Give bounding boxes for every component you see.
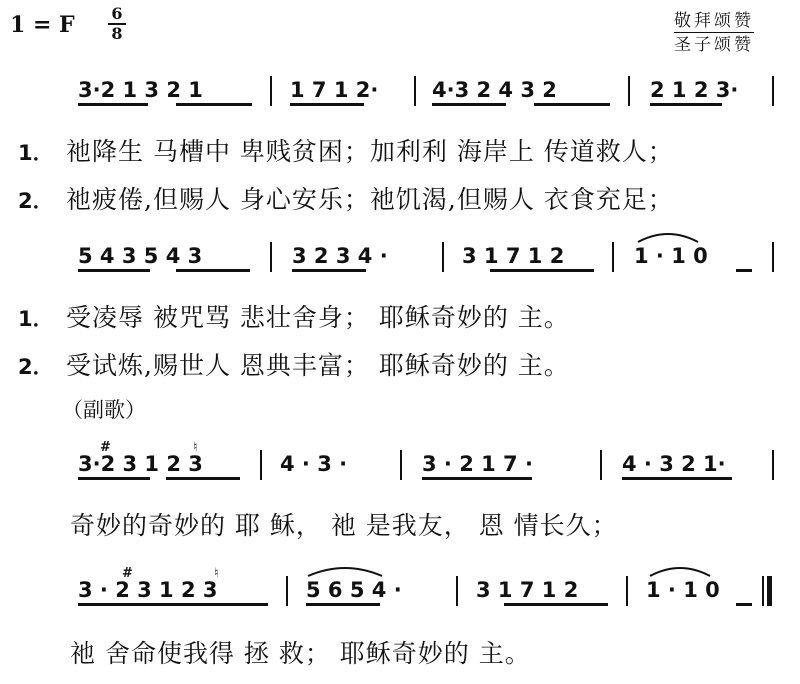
beam [78,269,150,272]
beam [176,269,250,272]
measure-2: 5 6 5 4 · [306,578,402,602]
barline [442,242,444,272]
measure-3: 3 1 7 1 2 [476,578,579,602]
beam [290,103,364,106]
measure-2: 4 · 3 · [280,452,348,476]
barline [772,76,774,106]
barline [286,576,288,606]
natural-sign: ♮ [193,440,198,455]
chorus-label: （副歌） [62,398,146,422]
natural-sign: ♮ [214,566,219,581]
measure-1: 3·2 3 1 2 3 [78,452,203,476]
slur-arc [306,562,384,578]
barline [772,450,774,480]
beam [78,477,150,480]
measure-4: 1 · 1 0 [634,244,708,268]
measure-2: 1 7 1 2· [290,78,379,102]
verse-number-2: 2． [18,189,54,213]
beam [78,603,268,606]
beam [534,103,610,106]
verse-number-2: 2． [18,355,54,379]
barline [612,242,614,272]
barline [456,576,458,606]
lyric-line-chorus-2: 祂 舍命使我得 拯 救； 耶稣奇妙的 主。 [70,639,531,668]
meter-denominator: 8 [111,24,123,43]
measure-4: 1 · 1 0 [646,578,720,602]
measure-4: 2 1 2 3· [650,78,739,102]
meter-numerator: 6 [111,4,123,23]
measure-3: 3 · 2 1 7 · [422,452,533,476]
barline [270,242,272,272]
barline [772,242,774,272]
tie-arc [636,228,700,244]
tie-arc [648,562,712,578]
credit-subcategory: 圣子颂赞 [674,35,754,55]
barline [400,450,402,480]
sharp-sign: # [122,566,133,581]
lyric-line-chorus-1: 奇妙的奇妙的 耶 稣， 祂 是我友， 恩 情长久； [70,511,618,540]
beam [78,103,148,106]
lyric-line-verse-2: 祂疲倦,但赐人 身心安乐；祂饥渴,但赐人 衣食充足； [66,185,674,214]
final-barline-thick [767,576,772,606]
credit-category: 敬拜颂赞 [674,6,754,33]
beam [432,103,506,106]
beam [166,477,240,480]
lyric-line-verse-2: 受试炼,赐世人 恩典丰富； 耶稣奇妙的 主。 [66,351,570,380]
measure-1: 3·2 1 3 2 1 [78,78,203,102]
key-signature: 1 = F [10,12,75,38]
sharp-sign: # [100,440,111,455]
lyric-line-verse-1: 祂降生 马槽中 卑贱贫困；加利利 海岸上 传道救人； [66,137,674,166]
barline [414,76,416,106]
barline [626,576,628,606]
time-signature [108,6,126,42]
measure-4: 4 · 3 2 1· [622,452,726,476]
measure-3: 4·3 2 4 3 2 [432,78,557,102]
barline [260,450,262,480]
barline [628,76,630,106]
beam [292,269,366,272]
measure-3: 3 1 7 1 2 [462,244,565,268]
beam [736,269,752,272]
beam [622,477,732,480]
verse-number-1: 1． [18,307,54,331]
measure-1: 5 4 3 5 4 3 [78,244,203,268]
beam [306,603,380,606]
measure-1: 3 · 2 3 1 2 3 [78,578,218,602]
final-barline-thin [762,576,764,606]
barline [600,450,602,480]
beam [176,103,252,106]
verse-number-1: 1． [18,141,54,165]
lyric-line-verse-1: 受凌辱 被咒骂 悲壮舍身； 耶稣奇妙的 主。 [66,303,570,332]
beam [422,477,532,480]
beam [504,603,608,606]
beam [490,269,594,272]
beam [650,103,722,106]
measure-2: 3 2 3 4 · [292,244,388,268]
beam [736,603,752,606]
barline [270,76,272,106]
